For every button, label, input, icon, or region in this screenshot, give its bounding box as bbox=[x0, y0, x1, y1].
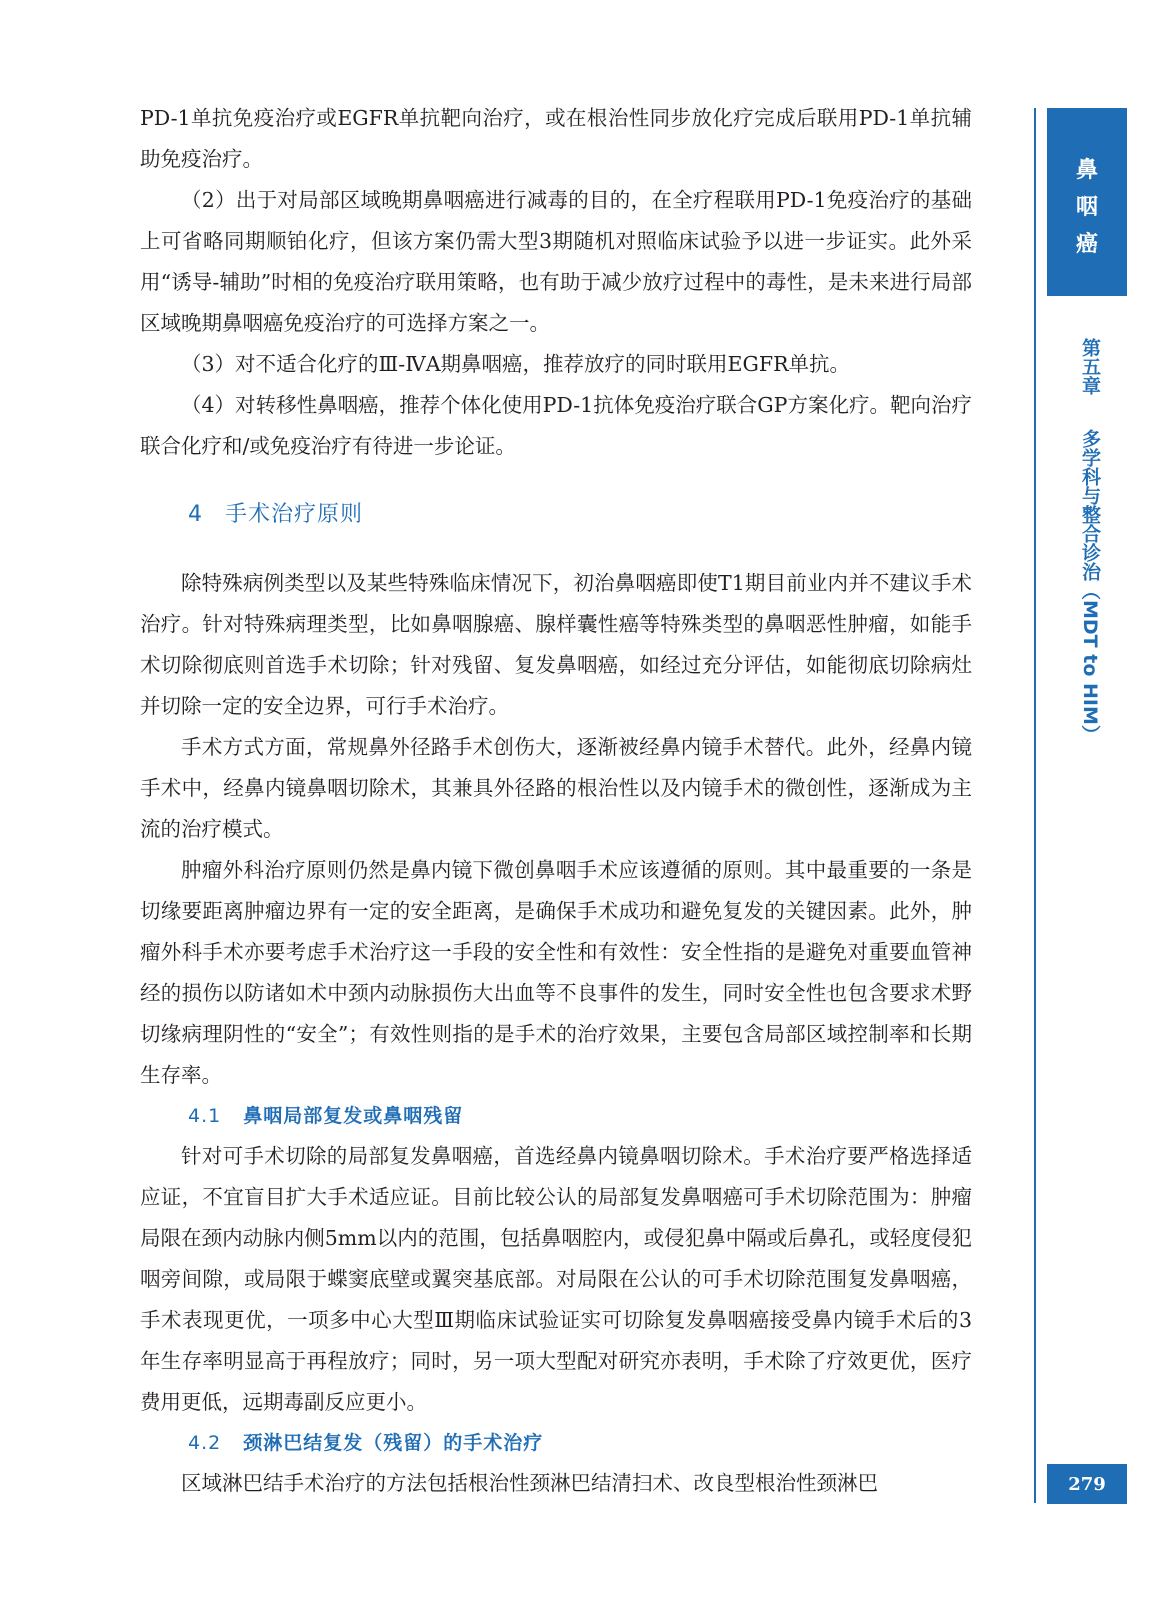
chapter-subtitle: （MDT to HIM） bbox=[1079, 581, 1101, 744]
chapter-number: 第五章 bbox=[1079, 338, 1101, 395]
chapter-tab bbox=[1047, 108, 1127, 296]
paragraph: （3）对不适合化疗的Ⅲ-ⅣA期鼻咽癌，推荐放疗的同时联用EGFR单抗。 bbox=[181, 352, 851, 376]
paragraph: PD-1单抗免疫治疗或EGFR单抗靶向治疗，或在根治性同步放化疗完成后联用PD-1单抗辅助免疫治疗。 bbox=[140, 106, 972, 171]
subsection-number: 4.2 bbox=[188, 1432, 222, 1454]
section-title: 手术治疗原则 bbox=[225, 502, 364, 527]
subsection-number: 4.1 bbox=[188, 1105, 222, 1127]
subsection-title: 颈淋巴结复发（残留）的手术治疗 bbox=[243, 1432, 544, 1454]
side-rule bbox=[1034, 108, 1036, 1503]
subsection-title: 鼻咽局部复发或鼻咽残留 bbox=[243, 1105, 464, 1127]
subsection-heading bbox=[188, 1423, 972, 1463]
section-heading bbox=[188, 495, 972, 535]
paragraph: （2）出于对局部区域晚期鼻咽癌进行减毒的目的，在全疗程联用PD-1免疫治疗的基础上可省略同期顺铂化疗，但该方案仍需大型3期随机对照临床试验予以进一步证实。此外采用“诱导-辅助”时相的免疫治疗联用策略，也有助于减少放疗过程中的毒性，是未来进行局部区域晚期鼻咽癌免疫治疗的可选择方案之一。 bbox=[140, 188, 972, 335]
section-number: 4 bbox=[188, 502, 203, 527]
paragraph: （4）对转移性鼻咽癌，推荐个体化使用PD-1抗体免疫治疗联合GP方案化疗。靶向治疗联合化疗和/或免疫治疗有待进一步论证。 bbox=[140, 393, 972, 458]
paragraph: 肿瘤外科治疗原则仍然是鼻内镜下微创鼻咽手术应该遵循的原则。其中最重要的一条是切缘要距离肿瘤边界有一定的安全距离，是确保手术成功和避免复发的关键因素。此外，肿瘤外科手术亦要考虑手术治疗这一手段的安全性和有效性：安全性指的是避免对重要血管神经的损伤以防诸如术中颈内动脉损伤大出血等不良事件的发生，同时安全性也包含要求术野切缘病理阴性的“安全”；有效性则指的是手术的治疗效果，主要包含局部区域控制率和长期生存率。 bbox=[140, 858, 972, 1087]
paragraph: 手术方式方面，常规鼻外径路手术创伤大，逐渐被经鼻内镜手术替代。此外，经鼻内镜手术中，经鼻内镜鼻咽切除术，其兼具外径路的根治性以及内镜手术的微创性，逐渐成为主流的治疗模式。 bbox=[140, 735, 972, 841]
tab-char: 咽 bbox=[1075, 195, 1098, 220]
paragraph: 针对可手术切除的局部复发鼻咽癌，首选经鼻内镜鼻咽切除术。手术治疗要严格选择适应证，不宜盲目扩大手术适应证。目前比较公认的局部复发鼻咽癌可手术切除范围为：肿瘤局限在颈内动脉内侧5mm以内的范围，包括鼻咽腔内，或侵犯鼻中隔或后鼻孔，或轻度侵犯咽旁间隙，或局限于蝶窦底壁或翼突基底部。对局限在公认的可手术切除范围复发鼻咽癌，手术表现更优，一项多中心大型Ⅲ期临床试验证实可切除复发鼻咽癌接受鼻内镜手术后的3年生存率明显高于再程放疗；同时，另一项大型配对研究亦表明，手术除了疗效更优，医疗费用更低，远期毒副反应更小。 bbox=[140, 1144, 972, 1414]
main-text bbox=[140, 98, 972, 1504]
chapter-running-title bbox=[1070, 338, 1110, 744]
subsection-heading bbox=[188, 1096, 972, 1136]
page-number: 279 bbox=[1047, 1464, 1127, 1504]
paragraph: 区域淋巴结手术治疗的方法包括根治性颈淋巴结清扫术、改良型根治性颈淋巴 bbox=[181, 1471, 878, 1495]
chapter-title: 多学科与整合诊治 bbox=[1079, 429, 1101, 581]
tab-char: 癌 bbox=[1075, 232, 1098, 257]
tab-char: 鼻 bbox=[1075, 158, 1098, 183]
paragraph: 除特殊病例类型以及某些特殊临床情况下，初治鼻咽癌即使T1期目前业内并不建议手术治疗。针对特殊病理类型，比如鼻咽腺癌、腺样囊性癌等特殊类型的鼻咽恶性肿瘤，如能手术切除彻底则首选手术切除；针对残留、复发鼻咽癌，如经过充分评估，如能彻底切除病灶并切除一定的安全边界，可行手术治疗。 bbox=[140, 571, 972, 718]
